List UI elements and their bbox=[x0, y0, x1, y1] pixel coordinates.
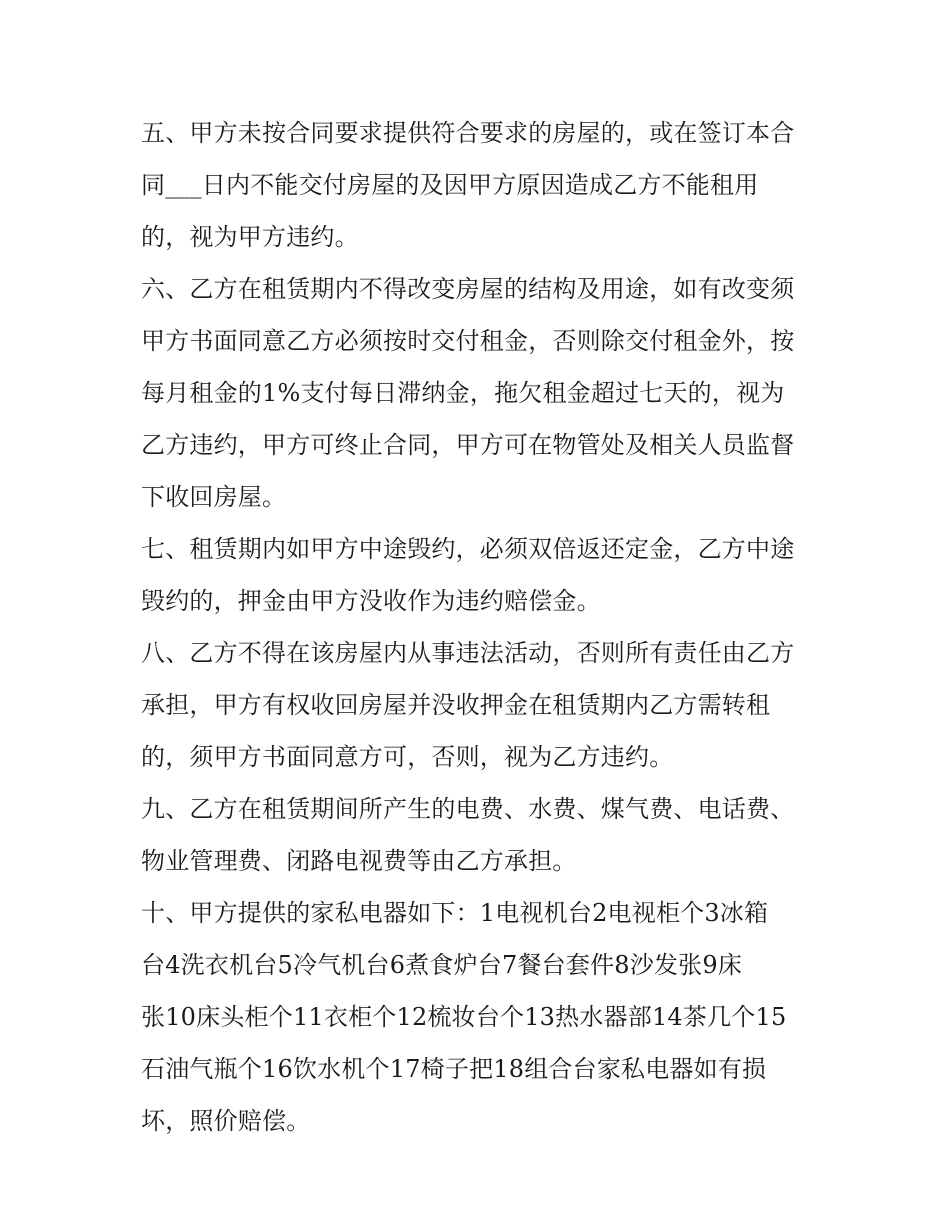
text-line: 甲方书面同意乙方必须按时交付租金，否则除交付租金外，按 bbox=[141, 327, 795, 355]
text-line: 六、乙方在租赁期内不得改变房屋的结构及用途，如有改变须 bbox=[141, 275, 795, 303]
text-line: 的，须甲方书面同意方可，否则，视为乙方违约。 bbox=[141, 743, 674, 771]
text-line: 承担，甲方有权收回房屋并没收押金在租赁期内乙方需转租 bbox=[141, 691, 771, 719]
text-line: 同___日内不能交付房屋的及因甲方原因造成乙方不能租用 bbox=[141, 171, 759, 199]
text-line: 五、甲方未按合同要求提供符合要求的房屋的，或在签订本合 bbox=[141, 119, 795, 147]
text-line: 八、乙方不得在该房屋内从事违法活动，否则所有责任由乙方 bbox=[141, 639, 795, 667]
text-line: 的，视为甲方违约。 bbox=[141, 223, 359, 251]
text-line: 石油气瓶个16饮水机个17椅子把18组合台家私电器如有损 bbox=[141, 1055, 767, 1083]
text-line: 七、租赁期内如甲方中途毁约，必须双倍返还定金，乙方中途 bbox=[141, 535, 795, 563]
text-line: 张10床头柜个11衣柜个12梳妆台个13热水器部14茶几个15 bbox=[141, 1003, 787, 1031]
text-line: 坏，照价赔偿。 bbox=[141, 1107, 311, 1135]
text-line: 台4洗衣机台5冷气机台6煮食炉台7餐台套件8沙发张9床 bbox=[141, 951, 743, 979]
text-line: 乙方违约，甲方可终止合同，甲方可在物管处及相关人员监督 bbox=[141, 431, 795, 459]
text-line: 十、甲方提供的家私电器如下：1电视机台2电视柜个3冰箱 bbox=[141, 899, 769, 927]
text-line: 下收回房屋。 bbox=[141, 483, 287, 511]
text-line: 每月租金的1%支付每日滞纳金，拖欠租金超过七天的，视为 bbox=[141, 379, 785, 407]
text-line: 毁约的，押金由甲方没收作为违约赔偿金。 bbox=[141, 587, 601, 615]
text-line: 物业管理费、闭路电视费等由乙方承担。 bbox=[141, 847, 577, 875]
text-line: 九、乙方在租赁期间所产生的电费、水费、煤气费、电话费、 bbox=[141, 795, 795, 823]
document-body bbox=[141, 107, 821, 1147]
